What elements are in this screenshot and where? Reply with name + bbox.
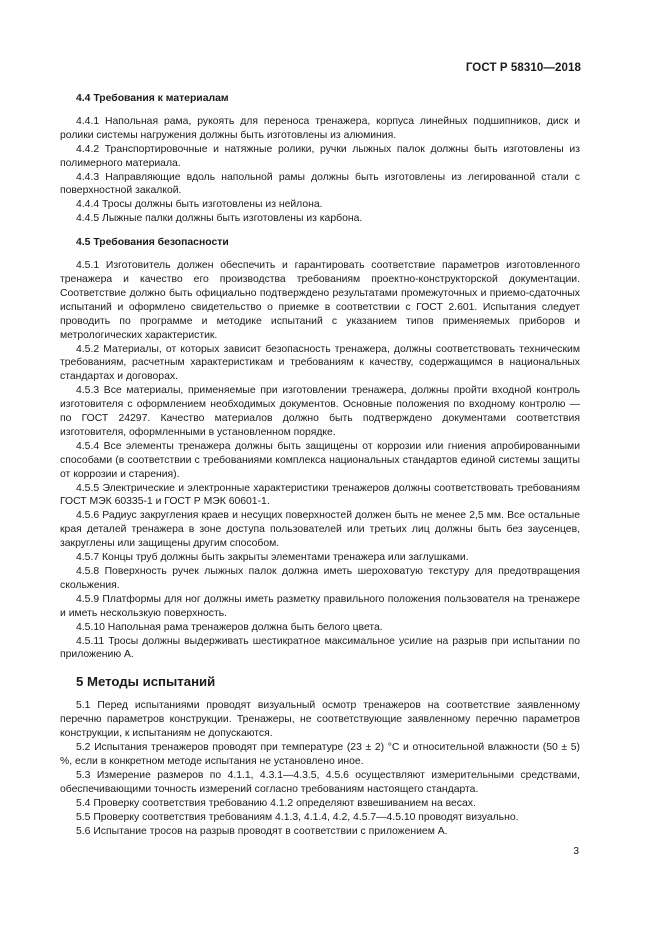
paragraph-5-6: 5.6 Испытание тросов на разрыв проводят в соответствии с приложением А.	[76, 825, 448, 837]
paragraph-5-4: 5.4 Проверку соответствия требованию 4.1.2 определяют взвешиванием на весах.	[76, 797, 476, 809]
paragraph-4-5-3: 4.5.3 Все материалы, применяемые при изготовлении тренажера, должны пройти входной контроль изготовителя с оформлением необходимых документов. Основные положения по входному контролю — по ГОСТ 24297. Качество материалов должно быть подтверждено документами соответствия изготовителя, оформленными в установленном порядке.	[60, 385, 580, 438]
paragraph-4-5-1: 4.5.1 Изготовитель должен обеспечить и гарантировать соответствие параметров изготовленного тренажера и качество его производства требованиям проектно-конструкторской документации. Соответствие должно быть официально подтверждено результатами промежуточных и приемо-сдаточных испытаний и оформлено свидетельство о приемке в соответствии с ГОСТ 2.601. Испытания следует проводить по программе и методике испытаний с указанием типов применяемых приборов и метрологических характеристик.	[60, 260, 580, 341]
paragraph-4-5-9: 4.5.9 Платформы для ног должны иметь разметку правильного положения пользователя на тренажере и иметь нескользкую поверхность.	[60, 593, 580, 619]
section-4-4-heading: 4.4 Требования к материалам	[76, 93, 229, 104]
paragraph-4-4-1: 4.4.1 Напольная рама, рукоять для переноса тренажера, корпуса линейных подшипников, диск и ролики системы нагружения должны быть изготовлены из алюминия.	[60, 115, 580, 141]
paragraph-5-3: 5.3 Измерение размеров по 4.1.1, 4.3.1—4.3.5, 4.5.6 осуществляют измерительными средствами, обеспечивающими точность измерений согласно требованиям настоящего стандарта.	[60, 769, 580, 795]
section-5-heading: 5 Методы испытаний	[76, 674, 216, 690]
paragraph-4-5-4: 4.5.4 Все элементы тренажера должны быть защищены от коррозии или гниения апробированными способами (в соответствии с требованиями комплекса национальных стандартов единой системы защиты от коррозии и старения).	[60, 440, 580, 480]
paragraph-4-5-2: 4.5.2 Материалы, от которых зависит безопасность тренажера, должны соответствовать техническим требованиям, расчетным характеристикам и требованиям к качеству, содержащимся в национальных стандартах и договорах.	[60, 343, 580, 383]
paragraph-4-4-3: 4.4.3 Направляющие вдоль напольной рамы должны быть изготовлены из легированной стали с поверхностной закалкой.	[60, 171, 580, 197]
document-code: ГОСТ Р 58310—2018	[465, 62, 581, 74]
section-4-5-heading: 4.5 Требования безопасности	[76, 237, 229, 249]
paragraph-4-5-6: 4.5.6 Радиус закругления краев и несущих поверхностей должен быть не менее 2,5 мм. Все остальные края деталей тренажера в зоне доступа пользователей или третьих лиц должны быть без заусенцев, закруглены или защищены другим способом.	[60, 510, 580, 550]
paragraph-4-4-4: 4.4.4 Тросы должны быть изготовлены из нейлона.	[76, 199, 323, 211]
paragraph-4-5-7: 4.5.7 Концы труб должны быть закрыты элементами тренажера или заглушками.	[76, 552, 469, 564]
paragraph-4-5-11: 4.5.11 Тросы должны выдерживать шестикратное максимальное усилие на разрыв при испытании по приложению А.	[60, 635, 580, 661]
paragraph-4-4-5: 4.4.5 Лыжные палки должны быть изготовлены из карбона.	[76, 213, 363, 225]
paragraph-4-5-5: 4.5.5 Электрические и электронные характеристики тренажеров должны соответствовать требованиям ГОСТ МЭК 60335-1 и ГОСТ Р МЭК 60601-1.	[60, 482, 580, 508]
paragraph-5-5: 5.5 Проверку соответствия требованиям 4.1.3, 4.1.4, 4.2, 4.5.7—4.5.10 проводят визуально.	[76, 811, 519, 823]
page-number: 3	[573, 846, 579, 857]
paragraph-4-5-10: 4.5.10 Напольная рама тренажеров должна быть белого цвета.	[76, 621, 383, 633]
paragraph-4-5-8: 4.5.8 Поверхность ручек лыжных палок должна иметь шероховатую текстуру для предотвращения скольжения.	[60, 566, 580, 591]
paragraph-5-1: 5.1 Перед испытаниями проводят визуальный осмотр тренажеров на соответствие заявленному перечню параметров конструкции. Тренажеры, не соответствующие заявленному перечню параметров конструкции, к испытаниям не допускаются.	[60, 700, 580, 740]
page-content	[60, 92, 580, 838]
paragraph-4-4-2: 4.4.2 Транспортировочные и натяжные ролики, ручки лыжных палок должны быть изготовлены из полимерного материала.	[60, 143, 580, 169]
paragraph-5-2: 5.2 Испытания тренажеров проводят при температуре (23 ± 2) °С и относительной влажности (50 ± 5) %, если в конкретном методе испытания не установлено иное.	[60, 742, 580, 767]
